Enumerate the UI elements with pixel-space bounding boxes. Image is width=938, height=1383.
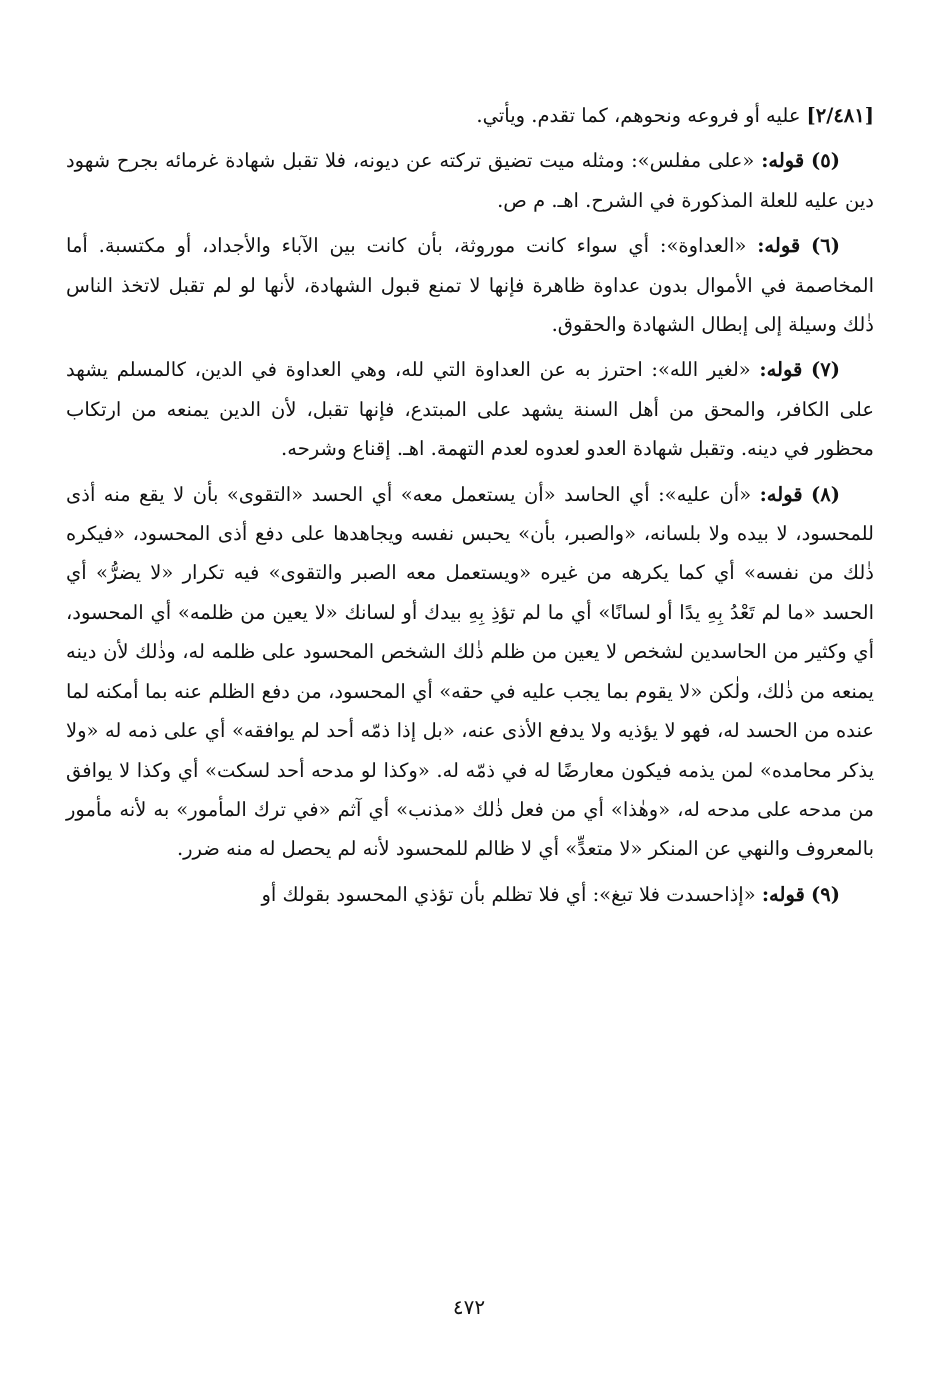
note-keyword: قوله:	[757, 234, 801, 258]
note-keyword: قوله:	[759, 358, 803, 382]
note-number: (٥)	[811, 149, 840, 173]
note-number: (٩)	[811, 882, 840, 906]
note-number: (٦)	[811, 234, 840, 258]
note-number: (٨)	[811, 482, 840, 506]
note-text: «لغير الله»: احترز به عن العداوة التي لله، وهي العداوة في الدين، كالمسلم يشهد على الكافر، والمحق من أهل السنة يشهد على المبتدع، فإنها تقبل، لأن الدين يمنعه من ارتكاب محظور في دينه. وتقبل شهادة العدو لعدوه لعدم التهمة. اهـ. إقناع وشرحه.	[66, 358, 874, 461]
note-paragraph-6	[66, 226, 874, 344]
note-text: «العداوة»: أي سواء كانت موروثة، بأن كانت بين الآباء والأجداد، أو مكتسبة. أما المخاصمة في الأموال بدون عداوة ظاهرة فإنها لا تمنع قبول الشهادة، لأنها لو لم تقبل لاتخذ الناس ذٰلك وسيلة إلى إبطال الشهادة والحقوق.	[66, 234, 874, 337]
continuation-paragraph	[66, 96, 874, 135]
page-body-text	[66, 96, 874, 914]
page-number: ٤٧٢	[452, 1295, 486, 1319]
note-text: «على مفلس»: ومثله ميت تضيق تركته عن ديونه، فلا تقبل شهادة غرمائه بجرح شهود دين عليه للعلة المذكورة في الشرح. اهـ. م ص.	[66, 149, 874, 212]
note-paragraph-5	[66, 141, 874, 220]
note-keyword: قوله:	[761, 882, 805, 906]
continuation-text: عليه أو فروعه ونحوهم، كما تقدم. ويأتي.	[476, 104, 801, 127]
note-keyword: قوله:	[761, 149, 805, 173]
note-text: «إذاحسدت فلا تبغ»: أي فلا تظلم بأن تؤذي المحسود بقولك أو	[261, 882, 762, 906]
note-number: (٧)	[811, 358, 840, 382]
volume-page-reference: [٢/٤٨١]	[806, 104, 874, 127]
note-paragraph-8	[66, 475, 874, 869]
note-paragraph-9	[66, 875, 874, 914]
note-keyword: قوله:	[759, 482, 803, 506]
note-text: «أن عليه»: أي الحاسد «أن يستعمل معه» أي الحسد «التقوى» بأن لا يقع منه أذى للمحسود، لا بيده ولا بلسانه، «والصبر، بأن» يحبس نفسه ويجاهدها على دفع أذى المحسود، «فيكره ذٰلك من نفسه» أي كما يكرهه من غيره «ويستعمل معه الصبر والتقوى» فيه تكرار «لا يضرُّ» أي الحسد «ما لم تَعْدُ بِهِ يدًا أو لسانًا» أي ما لم تؤذِ بِهِ بيدك أو لسانك «لا يعين من ظلمه» أي المحسود، أي وكثير من الحاسدين لشخص لا يعين من ظلم ذٰلك الشخص المحسود على ظلمه له، وذٰلك لأن دينه يمنعه من ذٰلك، ولٰكن «لا يقوم بما يجب عليه في حقه» أي المحسود، من دفع الظلم عنه بما أمكنه لما عنده من الحسد له، فهو لا يؤذيه ولا يدفع الأذى عنه، «بل إذا ذمّه أحد لم يوافقه» أي على ذمه له «ولا يذكر محامده» لمن يذمه فيكون معارضًا له في ذمّه له. «وكذا لو مدحه أحد لسكت» أي وكذا لا يوافق من مدحه على مدحه له، «وهٰذا» أي من فعل ذٰلك «مذنب» أي آثم «في ترك المأمور» به لأنه مأمور بالمعروف والنهي عن المنكر «لا متعدٍّ» أي لا ظالم للمحسود لأنه لم يحصل له منه ضرر.	[66, 482, 874, 861]
note-paragraph-7	[66, 350, 874, 468]
